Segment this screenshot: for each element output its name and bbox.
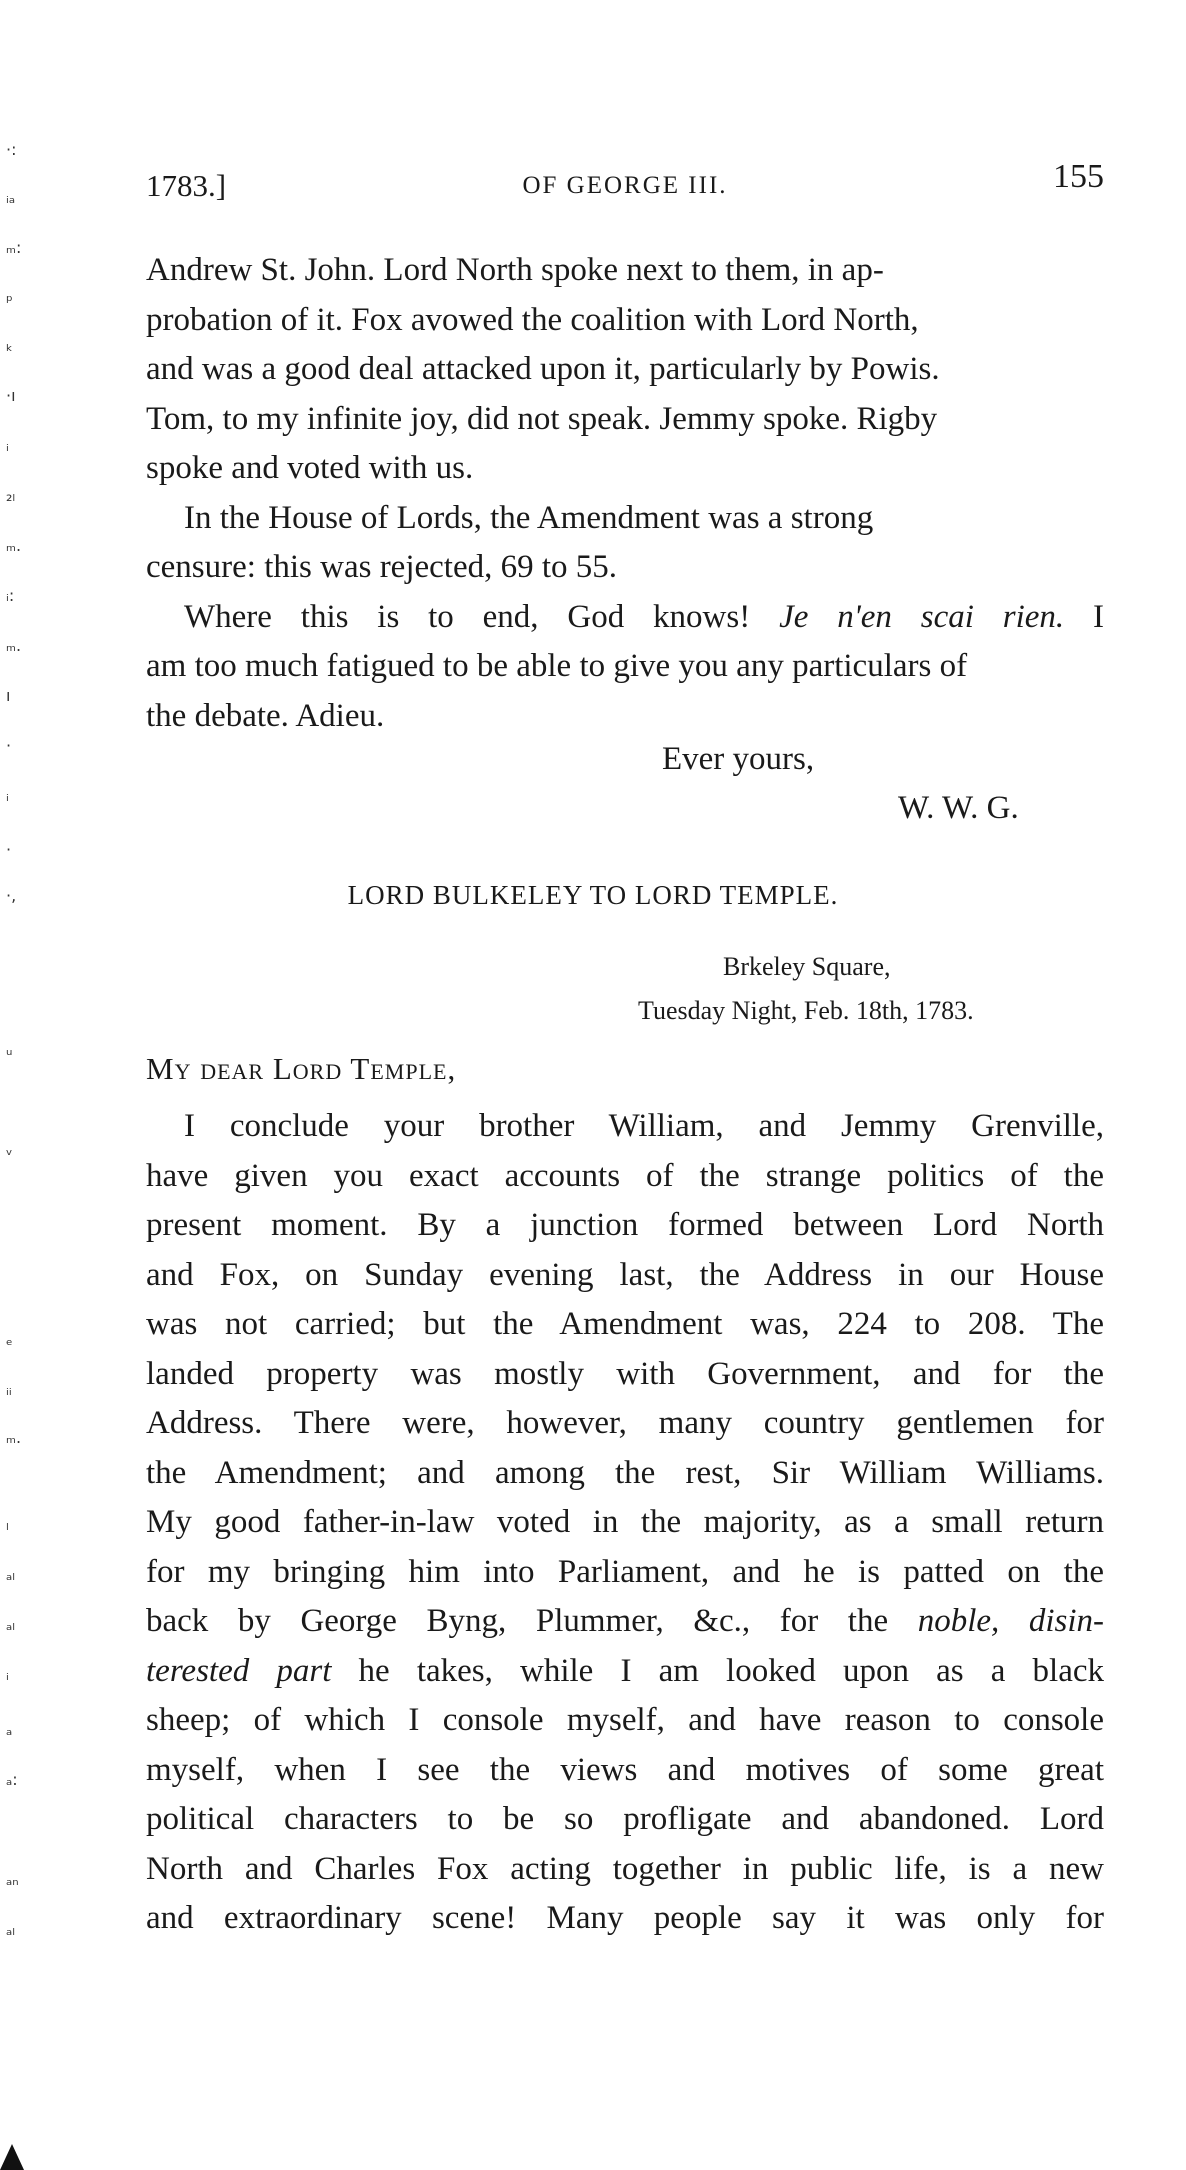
gutter-mark: ᵢᵢ xyxy=(6,1380,12,1399)
text-segment: Where this is to end, God knows! xyxy=(184,598,751,635)
salutation: My dear Lord Temple, xyxy=(146,1051,457,1086)
letter2-body xyxy=(146,1102,1104,1944)
paragraph xyxy=(146,494,1104,544)
running-header xyxy=(146,158,1104,208)
gutter-mark: ·, xyxy=(6,886,17,905)
paragraph xyxy=(146,642,1104,741)
text-line xyxy=(146,1597,1104,1647)
gutter-mark: ₐₗ xyxy=(6,1565,15,1584)
text-line: myself, when I see the views and motives of some great xyxy=(146,1751,1104,1788)
text-line: I conclude your brother William, and Jemmy Grenville, xyxy=(184,1108,1104,1144)
gutter-mark: ₘ. xyxy=(6,636,22,655)
gutter-mark: ᵢₐ xyxy=(6,188,16,207)
text-segment: I xyxy=(1093,598,1104,635)
text-line: was not carried; but the Amendment was, 224 to 208. The xyxy=(146,1306,1104,1342)
letter-heading: LORD BULKELEY TO LORD TEMPLE. xyxy=(347,880,839,910)
text-segment: he takes, while I am looked upon as a black xyxy=(358,1652,1104,1689)
gutter-mark: ᵢ xyxy=(6,786,9,805)
gutter-mark: ₑ xyxy=(6,1330,13,1349)
address-line: Brkeley Square, xyxy=(723,952,891,981)
text-line: censure: this was rejected, 69 to 55. xyxy=(146,549,618,585)
text-line: have given you exact accounts of the strange politics of the xyxy=(146,1157,1104,1194)
text-line: present moment. By a junction formed between Lord North xyxy=(146,1207,1104,1243)
text-line: My good father-in-law voted in the majority, as a small return xyxy=(146,1504,1104,1540)
header-year: 1783.] xyxy=(146,168,227,203)
letter1-body xyxy=(146,246,1104,741)
paragraph xyxy=(146,543,1104,593)
gutter-mark: ᵢ: xyxy=(6,586,15,605)
gutter-mark: ₐ: xyxy=(6,1770,18,1789)
gutter-mark: ᵢ xyxy=(6,1665,9,1684)
gutter-mark: ·ı xyxy=(6,386,16,405)
gutter-mark: ₘ. xyxy=(6,536,22,555)
italic-phrase: terested part xyxy=(146,1652,332,1689)
gutter-mark: ₘ. xyxy=(6,1428,22,1447)
gutter-mark: ᵢ xyxy=(6,436,9,455)
text-line: and Fox, on Sunday evening last, the Address in our House xyxy=(146,1256,1104,1293)
text-line: and extraordinary scene! Many people say it was only for xyxy=(146,1900,1104,1936)
signature: W. W. G. xyxy=(898,790,1019,826)
gutter-mark: ₐₗ xyxy=(6,1615,15,1634)
paragraph xyxy=(146,246,1104,494)
text-line: landed property was mostly with Government, and for the xyxy=(146,1355,1104,1392)
text-segment: back by George Byng, Plummer, &c., for the xyxy=(146,1603,889,1639)
address-date: Tuesday Night, Feb. 18th, 1783. xyxy=(638,996,974,1025)
text-line: North and Charles Fox acting together in public life, is a new xyxy=(146,1850,1104,1887)
text-line: for my bringing him into Parliament, and he is patted on the xyxy=(146,1553,1104,1590)
paragraph xyxy=(146,1102,1104,1944)
gutter-mark: ₗ xyxy=(6,1515,9,1534)
gutter-mark: · xyxy=(6,840,12,859)
facing-page-bleed xyxy=(0,140,70,2040)
text-line: sheep; of which I console myself, and have reason to console xyxy=(146,1702,1104,1738)
gutter-mark: ₐₙ xyxy=(6,1870,19,1889)
text-line xyxy=(146,1647,1104,1697)
gutter-mark: ₐ xyxy=(6,1720,13,1739)
header-title: OF GEORGE III. xyxy=(522,172,728,199)
gutter-mark: ᵥ xyxy=(6,1140,13,1159)
text-line: Andrew St. John. Lord North spoke next to them, in ap- xyxy=(146,252,884,288)
gutter-mark: ₖ xyxy=(6,336,13,355)
gutter-mark: ₚ xyxy=(6,286,13,305)
text-line: the debate. Adieu. xyxy=(146,697,385,734)
text-line: In the House of Lords, the Amendment was a strong xyxy=(184,499,874,536)
text-line: spoke and voted with us. xyxy=(146,450,474,486)
corner-mark xyxy=(0,2144,24,2170)
gutter-mark: ·: xyxy=(6,140,17,159)
text-line: political characters to be so profligate and abandoned. Lord xyxy=(146,1801,1104,1837)
page-number: 155 xyxy=(1053,158,1104,195)
text-line: Tom, to my infinite joy, did not speak. Jemmy spoke. Rigby xyxy=(146,400,938,437)
text-line: probation of it. Fox avowed the coalition with Lord North, xyxy=(146,301,919,338)
paragraph xyxy=(146,593,1104,643)
gutter-mark: ᵤ xyxy=(6,1040,13,1059)
gutter-mark: ₘ: xyxy=(6,238,22,257)
text-line xyxy=(184,593,1104,643)
closing: Ever yours, xyxy=(662,741,815,777)
gutter-mark: · xyxy=(6,736,12,755)
text-line: and was a good deal attacked upon it, particularly by Powis. xyxy=(146,351,940,387)
italic-phrase: Je n'en scai rien. xyxy=(779,598,1065,635)
text-line: Address. There were, however, many country gentlemen for xyxy=(146,1405,1104,1441)
text-line: the Amendment; and among the rest, Sir William Williams. xyxy=(146,1454,1104,1491)
italic-phrase: noble, disin- xyxy=(917,1603,1105,1639)
text-line: am too much fatigued to be able to give you any particulars of xyxy=(146,648,968,684)
gutter-mark: ₐₗ xyxy=(6,1920,15,1939)
gutter-mark: ı xyxy=(6,686,11,705)
gutter-mark: ₂ₗ xyxy=(6,486,16,505)
